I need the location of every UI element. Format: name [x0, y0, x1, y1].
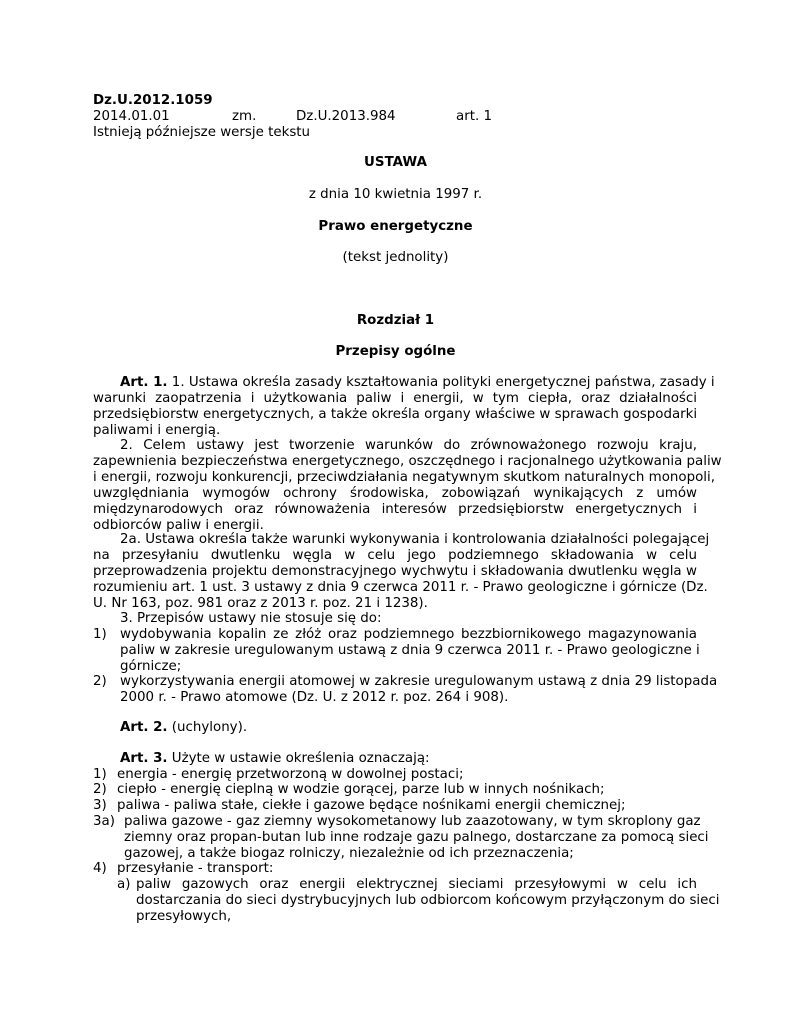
article-2 [120, 719, 247, 736]
paragraph-line: na przesyłaniu dwutlenku węgla w celu jego podziemnego składowania w celu [93, 548, 697, 563]
act-title: Prawo energetyczne [318, 219, 473, 234]
amendment-reference: Dz.U.2013.984 [296, 109, 396, 124]
list-item-line: wykorzystywania energii atomowej w zakresie uregulowanym ustawą z dnia 29 listopada [120, 674, 718, 689]
paragraph-line: międzynarodowych oraz równoważenia interesów przedsiębiorstw energetycznych i [93, 502, 697, 517]
definition-line: paliwa - paliwa stałe, ciekłe i gazowe będące nośnikami energii chemicznej; [117, 798, 626, 813]
versions-note: Istnieją późniejsze wersje tekstu [93, 125, 311, 140]
document-reference: Dz.U.2012.1059 [93, 93, 213, 108]
list-number: 4) [93, 861, 107, 876]
list-number: 2) [93, 674, 107, 689]
act-date: z dnia 10 kwietnia 1997 r. [308, 187, 483, 202]
paragraph-line: przeprowadzenia projektu demonstracyjnego wychwytu i składowania dwutlenku węgla w [93, 564, 697, 579]
definition-line: gazowej, a także biogaz rolniczy, niezależnie od ich przeznaczenia; [124, 846, 574, 861]
paragraph-line: U. Nr 163, poz. 981 oraz z 2013 r. poz. 21 i 1238). [93, 596, 428, 611]
article-1-label: Art. 1. [120, 375, 168, 390]
article-1-first-line: Art. 1. 1. Ustawa określa zasady kształtowania polityki energetycznej państwa, zasady i [120, 375, 715, 390]
sub-definition-line: paliw gazowych oraz energii elektrycznej sieciami przesyłowymi w celu ich [136, 877, 697, 892]
paragraph-line: odbiorców paliw i energii. [93, 518, 264, 533]
list-letter: a) [117, 877, 131, 892]
list-number: 1) [93, 767, 107, 782]
list-item-line: paliw w zakresie uregulowanym ustawą z dnia 9 czerwca 2011 r. - Prawo geologiczne i [120, 643, 700, 658]
amended-article: art. 1 [456, 109, 492, 124]
paragraph-line: 2. Celem ustawy jest tworzenie warunków do zrównoważonego rozwoju kraju, [120, 438, 697, 453]
sub-definition-line: przesyłowych, [136, 909, 232, 924]
article-1-p3: 3. Przepisów ustawy nie stosuje się do: [120, 611, 382, 626]
article-2-label: Art. 2. [120, 720, 168, 735]
definition-line: przesyłanie - transport: [117, 861, 274, 876]
paragraph-line: warunki zaopatrzenia i użytkowania paliw i energii, w tym ciepła, oraz działalności [93, 391, 697, 406]
paragraph-line: paliwami i energią. [93, 423, 221, 438]
definition-line: ciepło - energię cieplną w wodzie gorącej, parze lub w innych nośnikach; [117, 782, 605, 797]
paragraph-line: rozumieniu art. 1 ust. 3 ustawy z dnia 9 czerwca 2011 r. - Prawo geologiczne i górnicze (Dz. [93, 580, 708, 595]
paragraph-line: uwzględniania wymogów ochrony środowiska, zobowiązań wynikających z umów [93, 486, 697, 501]
list-item-line: wydobywania kopalin ze złóż oraz podziemnego bezzbiornikowego magazynowania [120, 627, 697, 642]
definition-line: energia - energię przetworzoną w dowolnej postaci; [117, 767, 464, 782]
act-kind: USTAWA [364, 155, 427, 170]
list-item-line: 2000 r. - Prawo atomowe (Dz. U. z 2012 r. poz. 264 i 908). [120, 690, 509, 705]
paragraph-line: 2a. Ustawa określa także warunki wykonywania i kontrolowania działalności polegającej [120, 532, 710, 547]
article-3-intro: Art. 3. Użyte w ustawie określenia oznaczają: [120, 751, 430, 766]
article-3-label: Art. 3. [120, 751, 168, 766]
definition-line: paliwa gazowe - gaz ziemny wysokometanowy lub zaazotowany, w tym skroplony gaz [124, 814, 701, 829]
paragraph-line: przedsiębiorstw energetycznych, a także określa organy właściwe w sprawach gospodarki [93, 407, 698, 422]
article-2-text: (uchylony). [171, 720, 248, 735]
paragraph-line: zapewnienia bezpieczeństwa energetycznego, oszczędnego i racjonalnego użytkowania paliw [93, 454, 722, 469]
definition-line: ziemny oraz propan-butan lub inne rodzaje gazu palnego, dostarczane za pomocą sieci [124, 830, 709, 845]
sub-definition-line: dostarczania do sieci dystrybucyjnych lub odbiorcom końcowym przyłączonym do sieci [136, 893, 720, 908]
act-subtitle: (tekst jednolity) [342, 250, 449, 265]
chapter-title: Przepisy ogólne [335, 344, 456, 359]
paragraph-line: i energii, rozwoju konkurencji, przeciwdziałania negatywnym skutkom naturalnych monopoli, [93, 470, 715, 485]
chapter-number: Rozdział 1 [356, 313, 435, 328]
amendment-label: zm. [232, 109, 257, 124]
list-item-line: górnicze; [120, 659, 182, 674]
effective-date: 2014.01.01 [93, 109, 170, 124]
list-number: 2) [93, 782, 107, 797]
list-number: 1) [93, 627, 107, 642]
list-number: 3) [93, 798, 107, 813]
list-number: 3a) [93, 814, 115, 829]
